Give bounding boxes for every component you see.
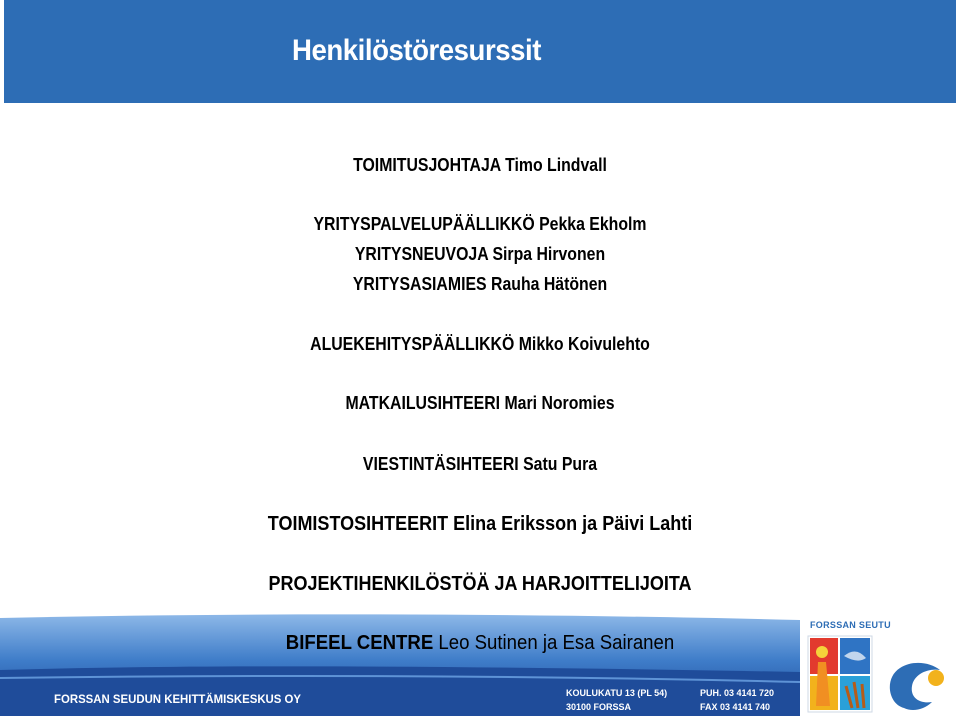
staff-role: MATKAILUSIHTEERI [345, 393, 501, 413]
footer-address-line2: 30100 FORSSA [566, 702, 632, 712]
forssan-seutu-logo-icon [800, 616, 960, 716]
staff-name: Leo Sutinen ja Esa Sairanen [438, 632, 675, 654]
staff-role: YRITYSNEUVOJA [354, 244, 489, 264]
staff-role: BIFEEL CENTRE [285, 632, 434, 654]
footer-org-name: FORSSAN SEUDUN KEHITTÄMISKESKUS OY [54, 692, 302, 706]
staff-name: Rauha Hätönen [491, 274, 608, 294]
staff-line-tourism-secretary [58, 393, 903, 414]
staff-role: TOIMITUSJOHTAJA [353, 155, 501, 175]
staff-line-communications-secretary [58, 454, 903, 475]
staff-role: PROJEKTIHENKILÖSTÖÄ JA HARJOITTELIJOITA [268, 573, 692, 595]
staff-name: Elina Eriksson ja Päivi Lahti [453, 513, 693, 535]
footer-fax: FAX 03 4141 740 [700, 702, 771, 712]
staff-name: Satu Pura [523, 454, 598, 474]
staff-line-business-advisor [58, 244, 903, 265]
page-title: Henkilöstöresurssit [292, 34, 541, 67]
forssan-seutu-logo [800, 616, 960, 716]
staff-line-office-secretaries [48, 513, 912, 536]
staff-name: Mari Noromies [504, 393, 615, 413]
footer-address-line1: KOULUKATU 13 (PL 54) [566, 688, 668, 698]
staff-role: VIESTINTÄSIHTEERI [362, 454, 519, 474]
staff-line-services-manager [58, 214, 903, 235]
staff-name: Pekka Ekholm [539, 214, 647, 234]
staff-name: Sirpa Hirvonen [492, 244, 606, 264]
staff-role: ALUEKEHITYSPÄÄLLIKKÖ [310, 334, 515, 354]
staff-role: YRITYSPALVELUPÄÄLLIKKÖ [313, 214, 535, 234]
staff-name: Timo Lindvall [505, 155, 607, 175]
logo-text: FORSSAN SEUTU [810, 620, 891, 630]
staff-line-ceo [58, 155, 903, 176]
staff-role: YRITYSASIAMIES [352, 274, 487, 294]
staff-role: TOIMISTOSIHTEERIT [267, 513, 449, 535]
staff-line-project-staff [48, 573, 912, 596]
staff-name: Mikko Koivulehto [518, 334, 650, 354]
footer-phone: PUH. 03 4141 720 [700, 688, 775, 698]
staff-line-bifeel-centre [34, 632, 927, 655]
staff-line-regional-manager [58, 334, 903, 355]
staff-line-business-agent [58, 274, 903, 295]
